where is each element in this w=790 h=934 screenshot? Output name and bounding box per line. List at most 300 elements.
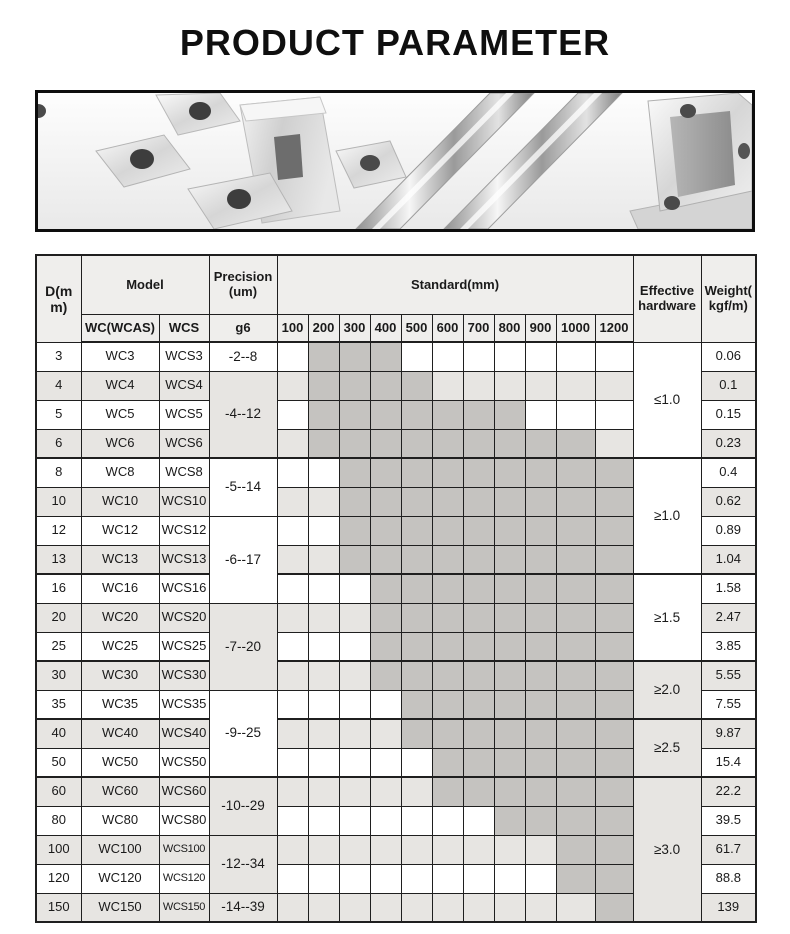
- cell-standard-700: [463, 777, 494, 806]
- cell-standard-800: [494, 748, 525, 777]
- cell-diameter: 8: [36, 458, 81, 487]
- cell-standard-600: [432, 545, 463, 574]
- cell-model-wcs: WCS4: [159, 371, 209, 400]
- cell-standard-200: [308, 748, 339, 777]
- cell-diameter: 150: [36, 893, 81, 922]
- cell-standard-700: [463, 632, 494, 661]
- cell-standard-1000: [556, 458, 595, 487]
- header-standard: Standard(mm): [277, 255, 633, 315]
- cell-standard-1000: [556, 893, 595, 922]
- cell-standard-1200: [595, 864, 633, 893]
- cell-standard-900: [525, 545, 556, 574]
- cell-standard-700: [463, 719, 494, 748]
- cell-diameter: 13: [36, 545, 81, 574]
- header-weight: Weight( kgf/m): [701, 255, 756, 342]
- cell-diameter: 3: [36, 342, 81, 371]
- page-title: PRODUCT PARAMETER: [179, 22, 611, 63]
- cell-standard-800: [494, 893, 525, 922]
- cell-standard-1200: [595, 342, 633, 371]
- cell-standard-200: [308, 806, 339, 835]
- cell-standard-900: [525, 690, 556, 719]
- cell-standard-100: [277, 835, 308, 864]
- cell-standard-1200: [595, 719, 633, 748]
- cell-weight: 0.89: [701, 516, 756, 545]
- cell-standard-700: [463, 690, 494, 719]
- cell-standard-200: [308, 342, 339, 371]
- cell-standard-600: [432, 632, 463, 661]
- cell-model-wc: WC3: [81, 342, 159, 371]
- cell-standard-600: [432, 690, 463, 719]
- cell-standard-400: [370, 603, 401, 632]
- cell-precision: -4--12: [209, 371, 277, 458]
- header-diameter: D(m m): [36, 255, 81, 342]
- cell-standard-800: [494, 835, 525, 864]
- cell-weight: 1.58: [701, 574, 756, 603]
- header-model-wc: WC(WCAS): [81, 315, 159, 343]
- cell-standard-300: [339, 777, 370, 806]
- cell-standard-700: [463, 516, 494, 545]
- cell-standard-700: [463, 545, 494, 574]
- cell-standard-1200: [595, 690, 633, 719]
- cell-standard-500: [401, 719, 432, 748]
- cell-standard-500: [401, 690, 432, 719]
- cell-model-wc: WC12: [81, 516, 159, 545]
- cell-standard-900: [525, 719, 556, 748]
- cell-diameter: 40: [36, 719, 81, 748]
- cell-model-wcs: WCS35: [159, 690, 209, 719]
- cell-standard-1000: [556, 632, 595, 661]
- cell-standard-100: [277, 400, 308, 429]
- cell-standard-1200: [595, 371, 633, 400]
- cell-weight: 7.55: [701, 690, 756, 719]
- cell-standard-500: [401, 545, 432, 574]
- cell-standard-600: [432, 806, 463, 835]
- cell-model-wcs: WCS6: [159, 429, 209, 458]
- cell-standard-500: [401, 864, 432, 893]
- cell-standard-400: [370, 429, 401, 458]
- cell-standard-1200: [595, 516, 633, 545]
- cell-standard-800: [494, 400, 525, 429]
- cell-precision: -9--25: [209, 690, 277, 777]
- cell-standard-800: [494, 516, 525, 545]
- cell-weight: 39.5: [701, 806, 756, 835]
- cell-standard-1200: [595, 429, 633, 458]
- cell-standard-600: [432, 487, 463, 516]
- cell-standard-900: [525, 487, 556, 516]
- cell-model-wc: WC40: [81, 719, 159, 748]
- cell-standard-800: [494, 864, 525, 893]
- cell-standard-800: [494, 574, 525, 603]
- cell-standard-800: [494, 690, 525, 719]
- cell-weight: 0.23: [701, 429, 756, 458]
- table-row: [36, 661, 756, 690]
- cell-model-wc: WC20: [81, 603, 159, 632]
- table-row: [36, 342, 756, 371]
- cell-standard-300: [339, 574, 370, 603]
- cell-standard-700: [463, 603, 494, 632]
- cell-standard-300: [339, 429, 370, 458]
- cell-diameter: 25: [36, 632, 81, 661]
- header-precision-grade: g6: [209, 315, 277, 343]
- cell-standard-900: [525, 342, 556, 371]
- cell-standard-100: [277, 632, 308, 661]
- header-model: Model: [81, 255, 209, 315]
- cell-standard-700: [463, 835, 494, 864]
- cell-diameter: 60: [36, 777, 81, 806]
- cell-standard-100: [277, 864, 308, 893]
- cell-weight: 0.4: [701, 458, 756, 487]
- cell-standard-900: [525, 400, 556, 429]
- cell-standard-400: [370, 371, 401, 400]
- cell-standard-100: [277, 487, 308, 516]
- cell-standard-400: [370, 748, 401, 777]
- cell-standard-900: [525, 893, 556, 922]
- cell-standard-400: [370, 806, 401, 835]
- cell-weight: 0.15: [701, 400, 756, 429]
- cell-standard-1000: [556, 516, 595, 545]
- header-std-col: 900: [525, 315, 556, 343]
- cell-standard-100: [277, 719, 308, 748]
- cell-standard-200: [308, 835, 339, 864]
- cell-standard-200: [308, 719, 339, 748]
- cell-model-wc: WC4: [81, 371, 159, 400]
- cell-standard-400: [370, 545, 401, 574]
- cell-standard-100: [277, 893, 308, 922]
- cell-standard-200: [308, 864, 339, 893]
- cell-standard-1000: [556, 487, 595, 516]
- cell-standard-300: [339, 632, 370, 661]
- cell-standard-300: [339, 545, 370, 574]
- cell-model-wc: WC100: [81, 835, 159, 864]
- cell-standard-700: [463, 893, 494, 922]
- cell-standard-700: [463, 371, 494, 400]
- cell-effective-hardware: ≥2.5: [633, 719, 701, 777]
- cell-standard-1200: [595, 545, 633, 574]
- cell-diameter: 120: [36, 864, 81, 893]
- cell-standard-900: [525, 864, 556, 893]
- cell-weight: 15.4: [701, 748, 756, 777]
- cell-standard-800: [494, 661, 525, 690]
- cell-diameter: 12: [36, 516, 81, 545]
- header-row-main: [36, 255, 756, 315]
- cell-model-wcs: WCS40: [159, 719, 209, 748]
- cell-standard-300: [339, 516, 370, 545]
- cell-standard-600: [432, 748, 463, 777]
- cell-standard-500: [401, 342, 432, 371]
- cell-standard-100: [277, 429, 308, 458]
- cell-standard-800: [494, 458, 525, 487]
- cell-standard-1200: [595, 603, 633, 632]
- cell-model-wcs: WCS100: [159, 835, 209, 864]
- cell-model-wcs: WCS16: [159, 574, 209, 603]
- cell-model-wc: WC60: [81, 777, 159, 806]
- cell-effective-hardware: ≥2.0: [633, 661, 701, 719]
- cell-weight: 61.7: [701, 835, 756, 864]
- cell-standard-300: [339, 458, 370, 487]
- cell-standard-500: [401, 516, 432, 545]
- cell-standard-1000: [556, 545, 595, 574]
- cell-precision: -7--20: [209, 603, 277, 690]
- cell-standard-500: [401, 835, 432, 864]
- cell-standard-400: [370, 719, 401, 748]
- cell-standard-400: [370, 632, 401, 661]
- cell-model-wcs: WCS3: [159, 342, 209, 371]
- cell-standard-200: [308, 516, 339, 545]
- cell-standard-200: [308, 400, 339, 429]
- cell-standard-700: [463, 429, 494, 458]
- cell-standard-200: [308, 777, 339, 806]
- cell-standard-1200: [595, 835, 633, 864]
- cell-diameter: 10: [36, 487, 81, 516]
- cell-diameter: 20: [36, 603, 81, 632]
- cell-model-wcs: WCS60: [159, 777, 209, 806]
- cell-standard-800: [494, 487, 525, 516]
- cell-standard-300: [339, 487, 370, 516]
- cell-model-wc: WC50: [81, 748, 159, 777]
- cell-weight: 0.62: [701, 487, 756, 516]
- cell-diameter: 6: [36, 429, 81, 458]
- cell-standard-900: [525, 516, 556, 545]
- cell-standard-100: [277, 371, 308, 400]
- header-std-col: 1000: [556, 315, 595, 343]
- cell-standard-900: [525, 574, 556, 603]
- cell-standard-200: [308, 371, 339, 400]
- cell-standard-800: [494, 342, 525, 371]
- cell-weight: 3.85: [701, 632, 756, 661]
- cell-diameter: 16: [36, 574, 81, 603]
- cell-diameter: 80: [36, 806, 81, 835]
- cell-standard-400: [370, 690, 401, 719]
- cell-model-wc: WC25: [81, 632, 159, 661]
- cell-standard-100: [277, 603, 308, 632]
- cell-standard-100: [277, 690, 308, 719]
- cell-effective-hardware: ≥3.0: [633, 777, 701, 922]
- cell-standard-1200: [595, 632, 633, 661]
- cell-standard-1200: [595, 487, 633, 516]
- cell-standard-900: [525, 429, 556, 458]
- header-std-col: 800: [494, 315, 525, 343]
- cell-model-wcs: WCS5: [159, 400, 209, 429]
- cell-standard-800: [494, 777, 525, 806]
- cell-standard-100: [277, 777, 308, 806]
- cell-weight: 2.47: [701, 603, 756, 632]
- cell-standard-500: [401, 893, 432, 922]
- shaft-supports-and-rails-illustration: [38, 93, 752, 229]
- table-row: [36, 458, 756, 487]
- cell-diameter: 100: [36, 835, 81, 864]
- cell-standard-400: [370, 400, 401, 429]
- cell-standard-300: [339, 690, 370, 719]
- cell-weight: 0.1: [701, 371, 756, 400]
- cell-standard-400: [370, 458, 401, 487]
- cell-standard-1200: [595, 777, 633, 806]
- cell-standard-200: [308, 632, 339, 661]
- cell-diameter: 50: [36, 748, 81, 777]
- cell-standard-1200: [595, 574, 633, 603]
- cell-standard-500: [401, 777, 432, 806]
- cell-standard-200: [308, 458, 339, 487]
- cell-standard-1000: [556, 835, 595, 864]
- table-body: [36, 342, 756, 922]
- cell-model-wcs: WCS20: [159, 603, 209, 632]
- cell-standard-900: [525, 371, 556, 400]
- cell-model-wc: WC10: [81, 487, 159, 516]
- cell-standard-700: [463, 487, 494, 516]
- cell-standard-500: [401, 806, 432, 835]
- table-row: [36, 777, 756, 806]
- cell-diameter: 4: [36, 371, 81, 400]
- cell-standard-1000: [556, 864, 595, 893]
- cell-standard-400: [370, 342, 401, 371]
- cell-standard-600: [432, 777, 463, 806]
- cell-model-wc: WC35: [81, 690, 159, 719]
- cell-weight: 88.8: [701, 864, 756, 893]
- cell-precision: -12--34: [209, 835, 277, 893]
- cell-standard-600: [432, 342, 463, 371]
- cell-weight: 1.04: [701, 545, 756, 574]
- cell-model-wcs: WCS30: [159, 661, 209, 690]
- cell-model-wc: WC120: [81, 864, 159, 893]
- cell-standard-600: [432, 864, 463, 893]
- cell-diameter: 5: [36, 400, 81, 429]
- cell-standard-300: [339, 748, 370, 777]
- cell-standard-700: [463, 458, 494, 487]
- cell-standard-1200: [595, 400, 633, 429]
- cell-standard-200: [308, 487, 339, 516]
- cell-standard-1200: [595, 748, 633, 777]
- cell-standard-400: [370, 574, 401, 603]
- cell-standard-200: [308, 690, 339, 719]
- cell-diameter: 30: [36, 661, 81, 690]
- cell-precision: -2--8: [209, 342, 277, 371]
- cell-precision: -5--14: [209, 458, 277, 516]
- cell-standard-400: [370, 777, 401, 806]
- cell-standard-900: [525, 835, 556, 864]
- header-std-col: 300: [339, 315, 370, 343]
- cell-standard-500: [401, 400, 432, 429]
- cell-model-wcs: WCS12: [159, 516, 209, 545]
- cell-standard-1000: [556, 603, 595, 632]
- cell-standard-100: [277, 458, 308, 487]
- cell-standard-700: [463, 806, 494, 835]
- header-model-wcs: WCS: [159, 315, 209, 343]
- cell-standard-1000: [556, 342, 595, 371]
- cell-standard-200: [308, 893, 339, 922]
- header-effective-hardware: Effective hardware: [633, 255, 701, 342]
- cell-standard-700: [463, 864, 494, 893]
- cell-model-wcs: WCS120: [159, 864, 209, 893]
- cell-standard-1000: [556, 661, 595, 690]
- parameter-table: [35, 254, 757, 923]
- cell-standard-600: [432, 574, 463, 603]
- header-std-col: 400: [370, 315, 401, 343]
- cell-standard-1000: [556, 719, 595, 748]
- cell-standard-1200: [595, 661, 633, 690]
- cell-standard-300: [339, 342, 370, 371]
- cell-model-wcs: WCS13: [159, 545, 209, 574]
- cell-model-wc: WC30: [81, 661, 159, 690]
- cell-standard-600: [432, 429, 463, 458]
- cell-standard-200: [308, 603, 339, 632]
- cell-model-wcs: WCS80: [159, 806, 209, 835]
- cell-standard-800: [494, 806, 525, 835]
- cell-model-wc: WC5: [81, 400, 159, 429]
- cell-standard-1000: [556, 400, 595, 429]
- cell-standard-600: [432, 516, 463, 545]
- cell-standard-1000: [556, 690, 595, 719]
- cell-standard-100: [277, 806, 308, 835]
- cell-standard-1200: [595, 458, 633, 487]
- cell-standard-900: [525, 632, 556, 661]
- cell-weight: 9.87: [701, 719, 756, 748]
- cell-standard-800: [494, 632, 525, 661]
- header-precision: Precision (um): [209, 255, 277, 315]
- cell-standard-900: [525, 458, 556, 487]
- cell-standard-300: [339, 893, 370, 922]
- cell-standard-800: [494, 603, 525, 632]
- cell-standard-800: [494, 429, 525, 458]
- header-std-col: 1200: [595, 315, 633, 343]
- cell-standard-900: [525, 603, 556, 632]
- cell-standard-100: [277, 545, 308, 574]
- cell-model-wc: WC13: [81, 545, 159, 574]
- cell-standard-400: [370, 516, 401, 545]
- cell-standard-900: [525, 806, 556, 835]
- cell-standard-700: [463, 574, 494, 603]
- cell-standard-900: [525, 777, 556, 806]
- cell-standard-700: [463, 342, 494, 371]
- cell-diameter: 35: [36, 690, 81, 719]
- cell-standard-300: [339, 719, 370, 748]
- cell-standard-400: [370, 661, 401, 690]
- header-std-col: 700: [463, 315, 494, 343]
- cell-precision: -10--29: [209, 777, 277, 835]
- cell-standard-100: [277, 516, 308, 545]
- cell-standard-1200: [595, 806, 633, 835]
- cell-standard-100: [277, 661, 308, 690]
- cell-effective-hardware: ≥1.0: [633, 458, 701, 574]
- cell-standard-1000: [556, 371, 595, 400]
- cell-standard-100: [277, 748, 308, 777]
- cell-model-wcs: WCS10: [159, 487, 209, 516]
- cell-standard-200: [308, 429, 339, 458]
- cell-standard-500: [401, 603, 432, 632]
- cell-standard-700: [463, 748, 494, 777]
- table-header: [36, 255, 756, 342]
- cell-standard-500: [401, 487, 432, 516]
- cell-standard-600: [432, 371, 463, 400]
- cell-effective-hardware: ≤1.0: [633, 342, 701, 458]
- cell-standard-1200: [595, 893, 633, 922]
- cell-standard-700: [463, 661, 494, 690]
- cell-standard-100: [277, 342, 308, 371]
- cell-model-wc: WC16: [81, 574, 159, 603]
- cell-model-wc: WC80: [81, 806, 159, 835]
- cell-standard-900: [525, 661, 556, 690]
- cell-precision: -14--39: [209, 893, 277, 922]
- cell-standard-200: [308, 545, 339, 574]
- cell-standard-800: [494, 371, 525, 400]
- cell-standard-100: [277, 574, 308, 603]
- cell-standard-1000: [556, 806, 595, 835]
- cell-standard-500: [401, 371, 432, 400]
- cell-standard-300: [339, 371, 370, 400]
- cell-weight: 5.55: [701, 661, 756, 690]
- cell-model-wc: WC6: [81, 429, 159, 458]
- cell-standard-300: [339, 835, 370, 864]
- cell-model-wcs: WCS50: [159, 748, 209, 777]
- cell-model-wc: WC150: [81, 893, 159, 922]
